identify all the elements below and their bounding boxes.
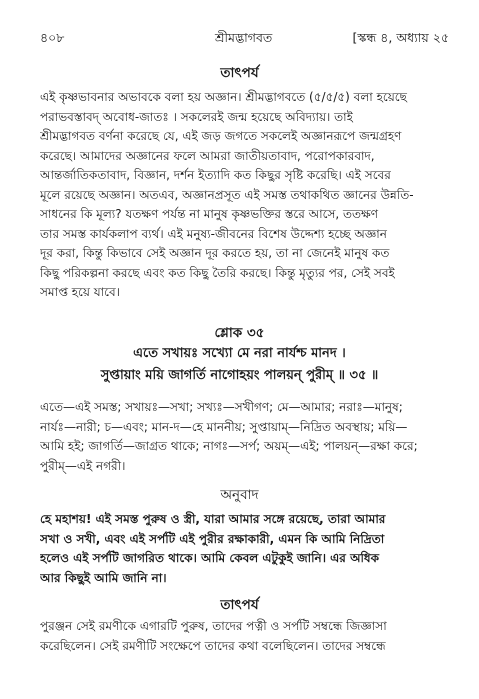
verse-number-heading: শ্লোক ৩৫ [214,325,265,341]
purport-line: করেছিলেন। সেই রমণীটি সংক্ষেপে তাদের কথা বলেছিলেন। তাদের সম্বন্ধে [40,638,386,653]
purport-line: পুরঞ্জন সেই রমণীকে এগারটি পুরুষ, তাদের পত্নী ও সর্পটি সম্বন্ধে জিজ্ঞাসা [40,619,387,633]
purport-line: মূলে রয়েছে অজ্ঞান। অতএব, অজ্ঞানপ্রসূত এই সমস্ত তথাকথিত জ্ঞানের উন্নতি- [40,187,414,202]
purport-line: আন্তর্জাতিকতাবাদ, বিজ্ঞান, দর্শন ইত্যাদি কত কিছুর সৃষ্টি করেছি। এই সবের [40,168,391,182]
translation-heading: অনুবাদ [220,487,259,503]
purport-line: সাধনের কি মূল্য? যতক্ষণ পর্যন্ত না মানুষ কৃষ্ণভক্তির স্তরে আসে, ততক্ষণ [40,207,378,221]
synonyms-line: পুরীম্—এই নগরী। [40,458,126,473]
purport-paragraph [40,88,450,303]
purport-line: এই কৃষ্ণভাবনার অভাবকে বলা হয় অজ্ঞান। শ্রীমদ্ভাগবতে (৫/৫/৫) বলা হয়েছে [40,90,407,104]
verse-line: সুপ্তায়াং ময়ি জাগর্তি নাগোহয়ং পালয়ন্ পুরীম্ ॥ ৩৫ ॥ [100,368,379,383]
translation-line: হে মহাশয়! এই সমস্ত পুরুষ ও স্ত্রী, যারা আমার সঙ্গে রয়েছে, তারা আমার [40,512,386,526]
sanskrit-verse [0,343,479,387]
purport-paragraph-2 [40,617,450,656]
synonyms-line: নার্যঃ—নারী; চ—এবং; মান-দ—হে মাননীয়; সুপ্তায়াম্—নিদ্রিত অবস্থায়; ময়ি— [40,419,408,434]
purport-line: কিছু পরিকল্পনা করছে এবং কত কিছু তৈরি করছে। কিন্তু মৃত্যুর পর, সেই সবই [40,265,395,280]
page-header [40,30,449,50]
purport-line: পরাভবস্তাবদ্ অবোধ-জাতঃ । সকলেরই জন্ম হয়েছে অবিদ্যায়। তাই [40,109,353,124]
purport-line: দূর করা, কিন্তু কিভাবে সেই অজ্ঞান দূর করতে হয়, তা না জেনেই মানুষ কত [40,246,390,260]
translation-paragraph [40,510,450,588]
purport-heading: তাৎপর্য [220,65,259,81]
page-number: ৪০৮ [40,30,65,45]
purport-line: তার সমস্ত কার্যকলাপ ব্যর্থ। এই মনুষ্য-জীবনের বিশেষ উদ্দেশ্য হচ্ছে অজ্ঞান [40,226,387,241]
synonyms-line: আমি হই; জাগর্তি—জাগ্রত থাকে; নাগঃ—সর্প; অয়ম্—এই; পালয়ন্—রক্ষা করে; [40,439,418,453]
translation-line: হলেও এই সর্পটি জাগরিত থাকে। আমি কেবল এটুকুই জানি। এর অধিক [40,551,380,565]
translation-line: আর কিছুই আমি জানি না। [40,570,167,585]
purport-line: করেছে। আমাদের অজ্ঞানের ফলে আমরা জাতীয়তাবাদ, পরোপকারবাদ, [40,148,375,163]
verse-line: এতে সখায়ঃ সখ্যো মে নরা নার্যশ্চ মানদ । [133,346,346,361]
book-title: শ্রীমদ্ভাগবত [215,30,273,45]
purport-line: সমাপ্ত হয়ে যাবে। [40,285,120,299]
translation-line: সখা ও সখী, এবং এই সর্পটি এই পুরীর রক্ষাকারী, এমন কি আমি নিদ্রিতা [40,531,385,546]
purport-heading-2: তাৎপর্য [220,597,259,613]
purport-line: শ্রীমদ্ভাগবত বর্ণনা করেছে যে, এই জড় জগতে সকলেই অজ্ঞানরূপে জন্মগ্রহণ [40,129,402,143]
chapter-reference: [স্কন্ধ ৪, অধ্যায় ২৫ [352,30,449,45]
synonyms-paragraph [40,398,450,476]
synonyms-line: এতে—এই সমস্ত; সখায়ঃ—সখা; সখ্যঃ—সখীগণ; মে—আমার; নরাঃ—মানুষ; [40,400,403,414]
